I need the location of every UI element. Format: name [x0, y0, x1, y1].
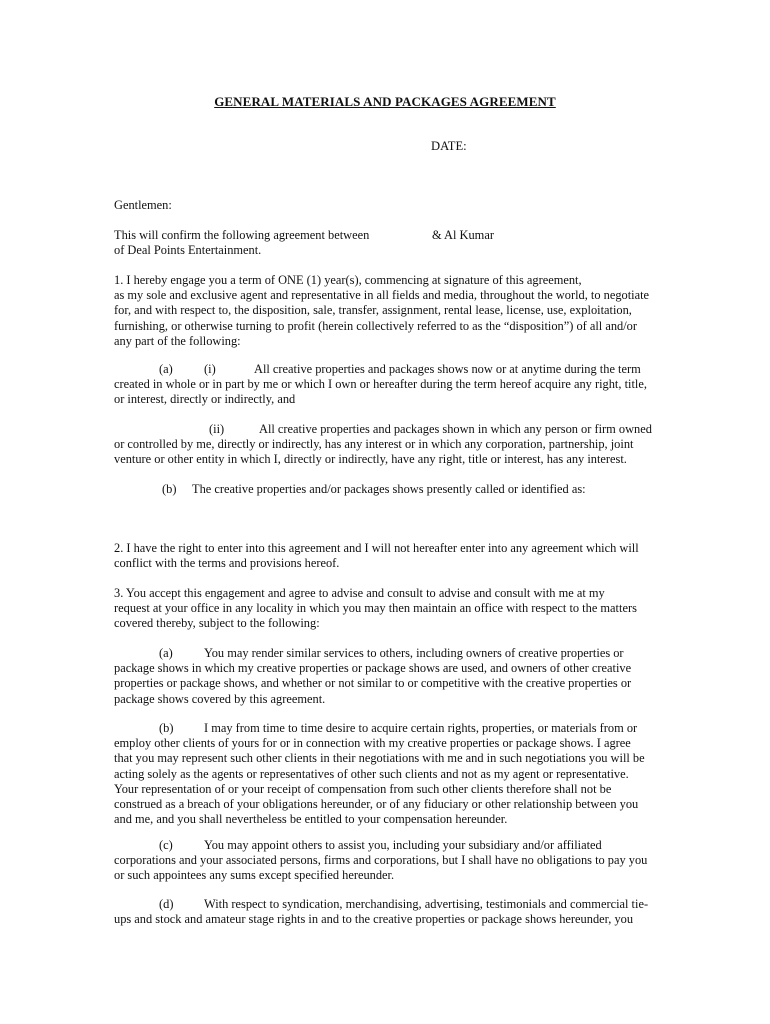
- salutation: Gentlemen:: [114, 198, 172, 212]
- clause-marker-b: (b): [162, 482, 177, 496]
- paragraph-line: conflict with the terms and provisions hereof.: [114, 556, 340, 571]
- clause-line: created in whole or in part by me or which I own or hereafter during the term hereof acquire any right, title,: [114, 377, 647, 392]
- clause-line: construed as a breach of your obligations hereunder, or of any fiduciary or other relationship between you: [114, 797, 639, 812]
- clause-1a-i: [114, 362, 659, 408]
- clause-line: or controlled by me, directly or indirectly, has any interest or in which any corporation, partnership, joint: [114, 437, 634, 452]
- paragraph-line: furnishing, or otherwise turning to profit (herein collectively referred to as the “disposition”) of all and/or: [114, 318, 638, 333]
- intro-line-1: [114, 228, 659, 243]
- intro-line-2: of Deal Points Entertainment.: [114, 243, 262, 257]
- clause-text: The creative properties and/or packages shows presently called or identified as:: [192, 482, 586, 496]
- clause-line: ups and stock and amateur stage rights in and to the creative properties or package shows hereunder, you: [114, 912, 634, 927]
- clause-marker: (a): [159, 646, 173, 660]
- clause-3a: [114, 646, 659, 707]
- clause-1b: [114, 482, 659, 497]
- date-label: DATE:: [431, 139, 467, 153]
- clause-text: All creative properties and packages shows now or at anytime during the term: [254, 362, 641, 376]
- clause-line: venture or other entity in which I, directly or indirectly, have any right, title or interest, has any interest.: [114, 452, 627, 467]
- paragraph-line: 1. I hereby engage you a term of ONE (1) year(s), commencing at signature of this agreement,: [114, 273, 582, 287]
- clause-marker: (d): [159, 897, 174, 911]
- clause-first-line: [114, 838, 659, 853]
- clause-line: corporations and your associated persons, firms and corporations, but I shall have no obligations to pay you: [114, 853, 648, 868]
- clause-line: package shows covered by this agreement.: [114, 691, 326, 706]
- clause-line: and me, and you shall nevertheless be entitled to your compensation hereunder.: [114, 812, 508, 827]
- paragraph-2: [114, 541, 659, 571]
- document-title: GENERAL MATERIALS AND PACKAGES AGREEMENT: [214, 94, 556, 109]
- clause-line: that you may represent such other clients in their negotiations with me and in such negotiations you will be: [114, 751, 645, 766]
- clause-first-line: [114, 482, 659, 497]
- clause-3b: [114, 721, 659, 827]
- clause-3d: [114, 897, 659, 927]
- intro-text-left: This will confirm the following agreement between: [114, 228, 370, 242]
- clause-text: I may from time to time desire to acquire certain rights, properties, or materials from or: [204, 721, 638, 735]
- clause-marker-i: (i): [204, 362, 216, 376]
- clause-line: or interest, directly or indirectly, and: [114, 392, 296, 407]
- clause-text: You may render similar services to others, including owners of creative properties or: [204, 646, 624, 660]
- clause-line: employ other clients of yours for or in connection with my creative properties or package shows. I agree: [114, 736, 631, 751]
- clause-line: or such appointees any sums except specified hereunder.: [114, 868, 395, 883]
- clause-text: You may appoint others to assist you, including your subsidiary and/or affiliated: [204, 838, 602, 852]
- clause-line: package shows in which my creative properties or package shows are used, and owners of other creative: [114, 661, 632, 676]
- paragraph-line: for, and with respect to, the disposition, sale, transfer, assignment, rental lease, license, use, exploitation,: [114, 303, 632, 318]
- clause-1a-ii: [114, 422, 659, 468]
- clause-marker-ii: (ii): [209, 422, 225, 436]
- paragraph-line: request at your office in any locality in which you may then maintain an office with respect to the matters: [114, 601, 637, 616]
- clause-text: With respect to syndication, merchandising, advertising, testimonials and commercial tie-: [204, 897, 649, 911]
- clause-first-line: [114, 646, 659, 661]
- paragraph-line: as my sole and exclusive agent and representative in all fields and media, throughout the world, to negotiate: [114, 288, 650, 303]
- paragraph-line: covered thereby, subject to the following:: [114, 616, 320, 631]
- clause-marker: (b): [159, 721, 174, 735]
- paragraph-line: any part of the following:: [114, 333, 241, 348]
- clause-marker: (c): [159, 838, 173, 852]
- clause-first-line: [114, 362, 659, 377]
- clause-first-line: [114, 422, 659, 437]
- clause-line: properties or package shows, and whether or not similar to or competitive with the creative properties or: [114, 676, 632, 691]
- clause-line: Your representation of or your receipt of compensation from such other clients therefore shall not be: [114, 781, 612, 796]
- clause-marker-a: (a): [159, 362, 173, 376]
- clause-text: All creative properties and packages shown in which any person or firm owned: [259, 422, 652, 436]
- clause-first-line: [114, 721, 659, 736]
- paragraph-line: 3. You accept this engagement and agree to advise and consult to advise and consult with me at my: [114, 586, 605, 600]
- paragraph-3: [114, 586, 659, 632]
- clause-line: acting solely as the agents or representatives of other such clients and not as my agent or representative.: [114, 766, 629, 781]
- intro-party-name: & Al Kumar: [432, 228, 494, 242]
- paragraph-1: [114, 273, 659, 349]
- paragraph-line: 2. I have the right to enter into this agreement and I will not hereafter enter into any agreement which will: [114, 541, 639, 555]
- clause-first-line: [114, 897, 659, 912]
- clause-3c: [114, 838, 659, 884]
